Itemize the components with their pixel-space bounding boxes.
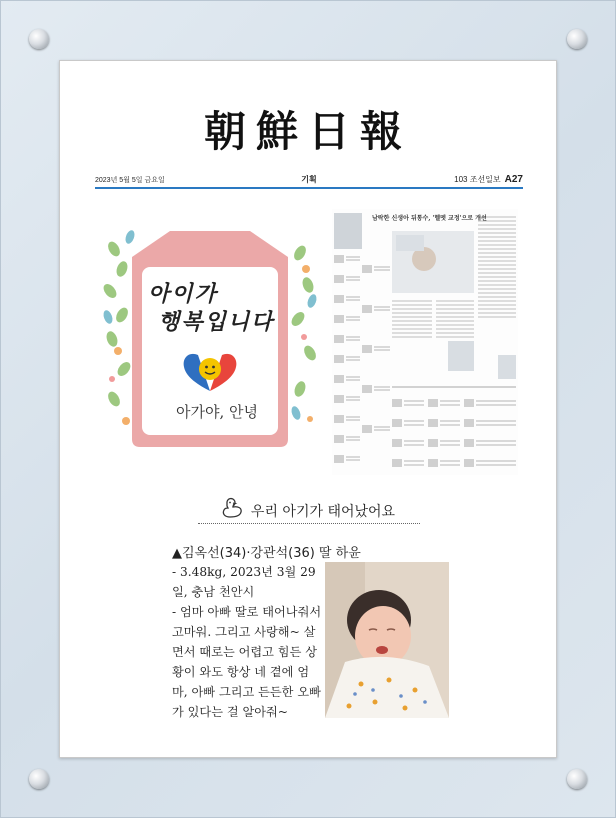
header-rule: [95, 187, 523, 189]
baby-photo: [325, 562, 449, 718]
newspaper-thumbnail: [332, 209, 518, 475]
thumbnail-headline: 남락한 신생아 뒤통수, '헬멧 교정'으로 개선: [372, 215, 487, 222]
baby-heading: ▲김옥선(34)·강관석(36) 딸 하윤: [172, 546, 361, 561]
emblem-line1: 아이가: [148, 281, 218, 307]
page-header: [95, 173, 523, 187]
masthead: 朝鮮日報: [203, 107, 412, 156]
page-info: [454, 174, 523, 185]
dotted-divider: [198, 523, 420, 524]
emblem-caption: 아가야, 안녕: [176, 403, 258, 421]
baby-detail-1: - 3.48kg, 2023년 3월 29일, 충남 천안시: [172, 565, 316, 599]
page-number: A27: [504, 174, 523, 185]
screw-icon: [29, 29, 49, 49]
section-name: 기획: [301, 175, 317, 184]
thumbnail-layout: [332, 209, 518, 475]
baby-detail-2: - 엄마 아빠 딸로 태어나줘서 고마워. 그리고 사랑해~ 살면서 때로는 어렵고 힘든 상황이 와도 항상 네 곁에 엄마, 아빠 그리고 든든한 오빠가 있다는 걸 알아줘~: [172, 605, 322, 719]
announcement-title: 우리 아기가 태어났어요: [250, 504, 396, 520]
newspaper-page: [59, 60, 557, 758]
page-info-text: 103 조선일보: [454, 175, 501, 184]
emblem: [100, 229, 320, 449]
screw-icon: [567, 769, 587, 789]
issue-date: 2023년 5월 5일 금요일: [95, 177, 165, 184]
screw-icon: [567, 29, 587, 49]
heart-emblem-icon: [180, 349, 240, 393]
screw-icon: [29, 769, 49, 789]
emblem-line2: 행복입니다: [158, 309, 275, 335]
baby-photo-illustration: [325, 562, 449, 718]
baby-details: [172, 562, 324, 722]
